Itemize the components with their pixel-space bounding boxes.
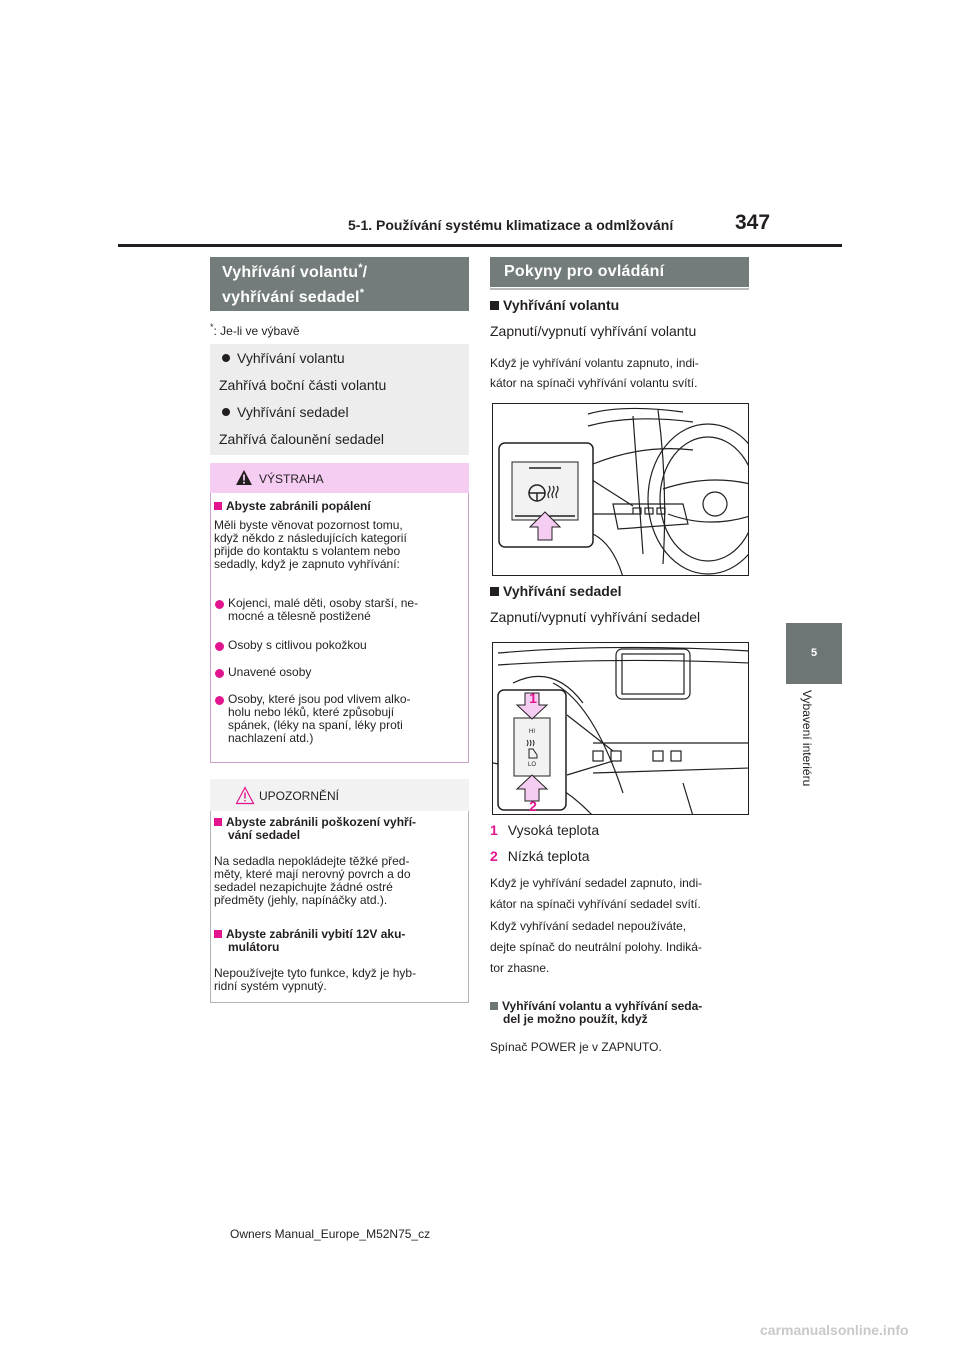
svg-text:LO: LO xyxy=(527,762,537,768)
bullet-icon xyxy=(215,600,224,609)
caution-heading-1: Abyste zabránili poškození vyhří- vání sedadel xyxy=(214,816,466,842)
footnote-asterisk: * xyxy=(210,322,214,332)
square-bullet-icon xyxy=(214,502,222,510)
warning-triangle-icon xyxy=(235,469,253,486)
chapter-tab-text: Vybavení interiéru xyxy=(800,690,814,787)
section-heading-operation: Pokyny pro ovládání xyxy=(490,257,749,287)
caution-paragraph-2: Nepoužívejte tyto funkce, když je hyb- ridní systém vypnutý. xyxy=(214,966,417,993)
chapter-tab-label xyxy=(770,690,858,860)
feature-item-desc: Zahřívá čalounění sedadel xyxy=(219,431,384,447)
header-rule xyxy=(118,244,842,247)
seat-note-1: Když je vyhřívání sedadel zapnuto, indi- kátor na spínači vyhřívání sedadel svítí. xyxy=(490,876,703,911)
warning-title: VÝSTRAHA xyxy=(259,472,324,486)
warning-bullet: Unavené osoby xyxy=(215,666,465,679)
svg-text:HI: HI xyxy=(529,729,535,735)
warning-intro: Měli byste věnovat pozornost tomu, když někdo z následujících kategorií přijde do kontaktu s volantem nebo sedadly, když je zapnuto vyhřívání: xyxy=(214,518,407,571)
wheel-heading: Vyhřívání volantu xyxy=(490,297,619,313)
seat-action: Zapnutí/vypnutí vyhřívání sedadel xyxy=(490,609,701,625)
feature-item-title: Vyhřívání sedadel xyxy=(222,404,349,420)
heading-slash: / xyxy=(362,264,368,281)
heading-line2: vyhřívání sedadel xyxy=(222,289,360,306)
square-bullet-icon xyxy=(490,587,499,596)
caution-triangle-icon xyxy=(235,786,255,805)
svg-text:1: 1 xyxy=(529,690,537,706)
svg-text:2: 2 xyxy=(529,798,537,814)
wheel-action: Zapnutí/vypnutí vyhřívání volantu xyxy=(490,323,697,339)
bullet-icon xyxy=(215,696,224,705)
warning-bullet: Kojenci, malé děti, osoby starší, ne- mocné a tělesně postižené xyxy=(215,597,465,623)
footnote-text: : Je-li ve výbavě xyxy=(213,324,300,338)
section-heading-heating xyxy=(210,257,469,311)
warning-bullet: Osoby s citlivou pokožkou xyxy=(215,639,465,652)
caution-title: UPOZORNĚNÍ xyxy=(259,789,340,803)
square-bullet-icon xyxy=(490,301,499,310)
warning-heading: Abyste zabránili popálení xyxy=(214,500,371,513)
square-bullet-icon xyxy=(490,1002,498,1010)
feature-item-desc: Zahřívá boční části volantu xyxy=(219,377,387,393)
legend-item-high: 1 Vysoká teplota xyxy=(490,822,600,838)
legend-item-low: 2 Nízká teplota xyxy=(490,848,590,864)
wheel-note: Když je vyhřívání volantu zapnuto, indi- kátor na spínači vyhřívání volantu svítí. xyxy=(490,356,699,390)
asterisk: * xyxy=(358,262,363,274)
bullet-icon xyxy=(215,669,224,678)
bullet-icon xyxy=(222,408,230,416)
seat-heater-illustration xyxy=(493,643,749,815)
feature-item-title: Vyhřívání volantu xyxy=(222,350,345,366)
steering-heater-illustration xyxy=(493,404,749,576)
feature-summary-box xyxy=(210,344,469,455)
caution-heading-2: Abyste zabránili vybití 12V aku- mulátoru xyxy=(214,928,466,954)
seat-note-2: Když vyhřívání sedadel nepoužíváte, dejte spínač do neutrální polohy. Indiká- tor zhasne. xyxy=(490,919,702,975)
usage-heading: Vyhřívání volantu a vyhřívání seda- del je možno použít, když xyxy=(490,1000,750,1026)
caution-paragraph-1: Na sedadla nepokládejte těžké před- měty, které mají nerovný povrch a do sedadel nezapichujte žádné ostré předměty (jehly, napínáčky atd.). xyxy=(214,854,411,907)
warning-header xyxy=(210,463,469,493)
square-bullet-icon xyxy=(214,930,222,938)
seat-heater-figure xyxy=(492,642,749,815)
chapter-tab[interactable]: 5 xyxy=(786,623,842,684)
usage-text: Spínač POWER je v ZAPNUTO. xyxy=(490,1040,662,1054)
footer-text: Owners Manual_Europe_M52N75_cz xyxy=(230,1227,431,1241)
chapter-title: 5-1. Používání systému klimatizace a odmlžování xyxy=(348,217,674,233)
warning-bullet: Osoby, které jsou pod vlivem alko- holu nebo léků, které způsobují spánek, (léky na spaní, léky proti nachlazení atd.) xyxy=(215,693,465,745)
heading-line1: Vyhřívání volantu xyxy=(222,264,359,281)
heading-underline xyxy=(490,288,749,290)
footnote xyxy=(210,322,300,338)
caution-header xyxy=(210,779,469,811)
page-number: 347 xyxy=(735,211,771,234)
seat-heading: Vyhřívání sedadel xyxy=(490,583,622,599)
bullet-icon xyxy=(215,642,224,651)
watermark: carmanualsonline.info xyxy=(760,1322,909,1338)
bullet-icon xyxy=(222,354,230,362)
square-bullet-icon xyxy=(214,818,222,826)
asterisk: * xyxy=(359,287,365,299)
steering-heater-figure xyxy=(492,403,749,576)
